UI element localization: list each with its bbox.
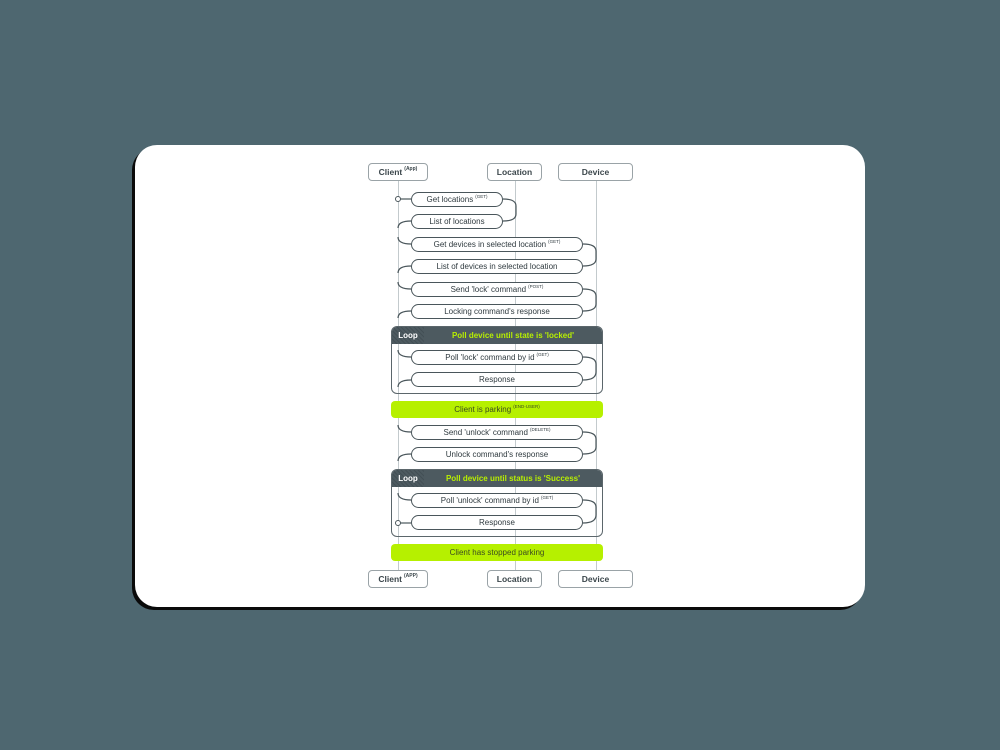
message-label: Poll 'lock' command by id (445, 353, 535, 362)
note-client-parking (391, 401, 603, 418)
loop-title: Poll device until status is 'Success' (445, 474, 581, 483)
message-lock-response (411, 304, 583, 319)
loop-header (392, 470, 602, 487)
note-label: Client has stopped parking (449, 548, 545, 557)
message-get-locations (411, 192, 503, 207)
message-method: (GET) (475, 194, 488, 199)
actor-client-top (368, 163, 428, 181)
message-label: Response (478, 375, 516, 384)
message-method: (GET) (540, 495, 554, 500)
message-poll-lock (411, 350, 583, 365)
message-label: Send 'unlock' command (443, 428, 528, 437)
message-method: (GET) (536, 352, 549, 357)
message-poll-lock-response (411, 372, 583, 387)
loop-tag: Loop (392, 470, 424, 487)
message-method: (GET) (548, 239, 561, 244)
actor-device-bottom (558, 570, 633, 588)
actor-sup: (App) (404, 166, 418, 172)
message-poll-unlock-response (411, 515, 583, 530)
actor-location-bottom (487, 570, 542, 588)
message-list-devices (411, 259, 583, 274)
actor-label: Device (581, 167, 610, 177)
message-label: Get locations (426, 195, 474, 204)
message-method: (POST) (528, 284, 544, 289)
actor-label: Location (496, 167, 533, 177)
message-label: Send 'lock' command (450, 285, 527, 294)
actor-client-bottom (368, 570, 428, 588)
message-list-locations (411, 214, 503, 229)
loop-title: Poll device until state is 'locked' (451, 331, 575, 340)
message-poll-unlock (411, 493, 583, 508)
actor-device-top (558, 163, 633, 181)
message-label: Get devices in selected location (433, 240, 547, 249)
actor-label: Device (581, 574, 610, 584)
message-label: Poll 'unlock' command by id (440, 496, 539, 505)
actor-sup: (APP) (404, 573, 418, 579)
message-label: Unlock command's response (445, 450, 549, 459)
message-label: List of devices in selected location (436, 262, 558, 271)
message-send-lock (411, 282, 583, 297)
actor-label: Client (378, 574, 402, 584)
actor-label: Location (496, 574, 533, 584)
message-unlock-response (411, 447, 583, 462)
note-sup: (END-USER) (513, 404, 540, 409)
message-send-unlock (411, 425, 583, 440)
note-label: Client is parking (454, 405, 512, 414)
actor-location-top (487, 163, 542, 181)
message-label: Locking command's response (444, 307, 550, 316)
loop-tag: Loop (392, 327, 424, 344)
note-client-stopped-parking (391, 544, 603, 561)
message-get-devices (411, 237, 583, 252)
actor-label: Client (378, 167, 403, 177)
message-label: List of locations (429, 217, 485, 226)
loop-header (392, 327, 602, 344)
message-method: (DELETE) (529, 427, 551, 432)
message-label: Response (478, 518, 516, 527)
